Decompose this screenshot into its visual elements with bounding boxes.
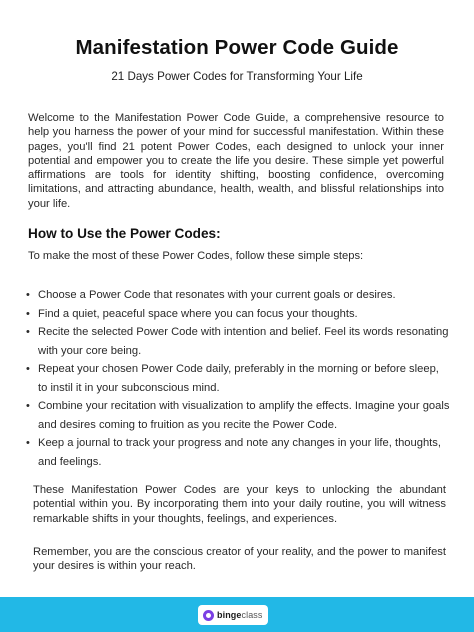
document-subtitle: 21 Days Power Codes for Transforming Your Life — [111, 70, 363, 83]
steps-list — [26, 286, 450, 471]
section-heading: How to Use the Power Codes: — [28, 226, 221, 241]
step-text: Combine your recitation with visualization to amplify the effects. Imagine your goals and desires coming to fruition as you recite the Power Code. — [38, 400, 450, 431]
intro-paragraph: Welcome to the Manifestation Power Code Guide, a comprehensive resource to help you harness the power of your mind for successful manifestation. Within these pages, you'll find 21 potent Power Codes, each designed to unlock your inner potential and empower you to create the life you desire. These simple yet powerful affirmations are tools for identity shifting, boosting confidence, overcoming limitations, and attracting abundance, health, wealth, and blissful relationships into your life. — [28, 112, 444, 210]
step-text: Find a quiet, peaceful space where you can focus your thoughts. — [38, 307, 358, 320]
bullet-icon: • — [26, 363, 30, 375]
brand-mark-icon — [203, 610, 214, 621]
brand-name-light: class — [241, 610, 263, 620]
step-text: Keep a journal to track your progress and note any changes in your life, thoughts, and feelings. — [38, 437, 441, 468]
bullet-icon: • — [26, 326, 30, 338]
list-item — [26, 360, 450, 397]
document-title: Manifestation Power Code Guide — [75, 36, 399, 59]
brand-name-bold: binge — [217, 610, 242, 620]
list-item — [26, 323, 450, 360]
footer-bar — [0, 597, 474, 632]
bullet-icon: • — [26, 289, 30, 301]
step-text: Choose a Power Code that resonates with your current goals or desires. — [38, 289, 396, 301]
list-item — [26, 286, 450, 305]
section-lead: To make the most of these Power Codes, follow these simple steps: — [28, 250, 364, 262]
keys-paragraph: These Manifestation Power Codes are your keys to unlocking the abundant potential within you. By incorporating them into your daily routine, you will witness remarkable shifts in your thoughts, feelings, and experiences. — [33, 484, 446, 525]
list-item — [26, 305, 450, 324]
step-text: Recite the selected Power Code with intention and belief. Feel its words resonating with your core being. — [38, 326, 449, 357]
closing-paragraph: Remember, you are the conscious creator of your reality, and the power to manifest your desires is within your reach. — [33, 546, 446, 573]
list-item — [26, 434, 450, 471]
bullet-icon: • — [26, 400, 30, 412]
bullet-icon: • — [26, 437, 30, 449]
list-item — [26, 397, 450, 434]
bullet-icon: • — [26, 307, 30, 320]
brand-logo[interactable] — [198, 605, 268, 625]
step-text: Repeat your chosen Power Code daily, preferably in the morning or before sleep, to instil it in your subconscious mind. — [38, 363, 439, 394]
brand-name — [217, 610, 263, 620]
